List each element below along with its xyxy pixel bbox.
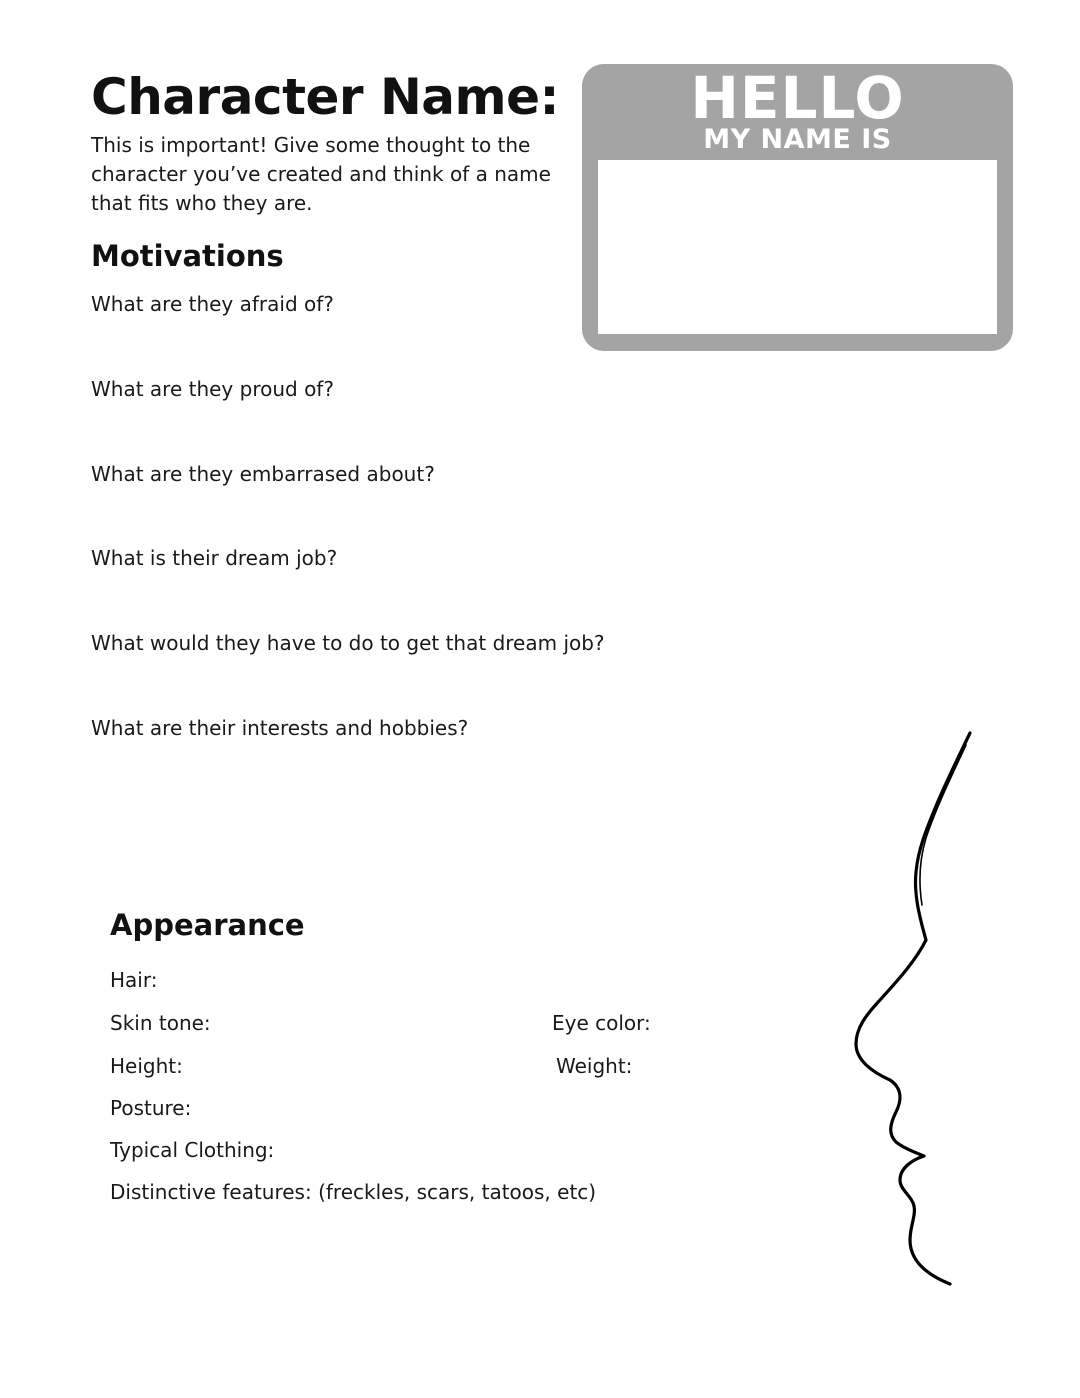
page-title: Character Name: <box>91 68 560 126</box>
motivations-heading: Motivations <box>91 239 284 273</box>
appearance-heading: Appearance <box>110 908 305 942</box>
question-afraid: What are they afraid of? <box>91 292 334 316</box>
question-proud: What are they proud of? <box>91 377 334 401</box>
field-typical-clothing: Typical Clothing: <box>110 1138 275 1162</box>
question-embarrassed: What are they embarrased about? <box>91 462 435 486</box>
name-tag-subtitle: MY NAME IS <box>703 124 892 155</box>
field-distinctive-features: Distinctive features: (freckles, scars, tatoos, etc) <box>110 1180 597 1204</box>
name-tag-write-area[interactable] <box>598 160 997 334</box>
field-eye-color: Eye color: <box>552 1011 651 1035</box>
field-posture: Posture: <box>110 1096 192 1120</box>
name-tag <box>582 64 1013 351</box>
field-height: Height: <box>110 1054 183 1078</box>
question-get-dream-job: What would they have to do to get that dream job? <box>91 631 605 655</box>
intro-text: This is important! Give some thought to the character you’ve created and think of a name that fits who they are. <box>91 133 551 215</box>
field-skin-tone: Skin tone: <box>110 1011 211 1035</box>
question-dream-job: What is their dream job? <box>91 546 338 570</box>
name-tag-hello: HELLO <box>690 64 905 132</box>
field-hair: Hair: <box>110 968 158 992</box>
face-profile-icon <box>840 725 990 1295</box>
question-interests: What are their interests and hobbies? <box>91 716 469 740</box>
field-weight: Weight: <box>556 1054 633 1078</box>
